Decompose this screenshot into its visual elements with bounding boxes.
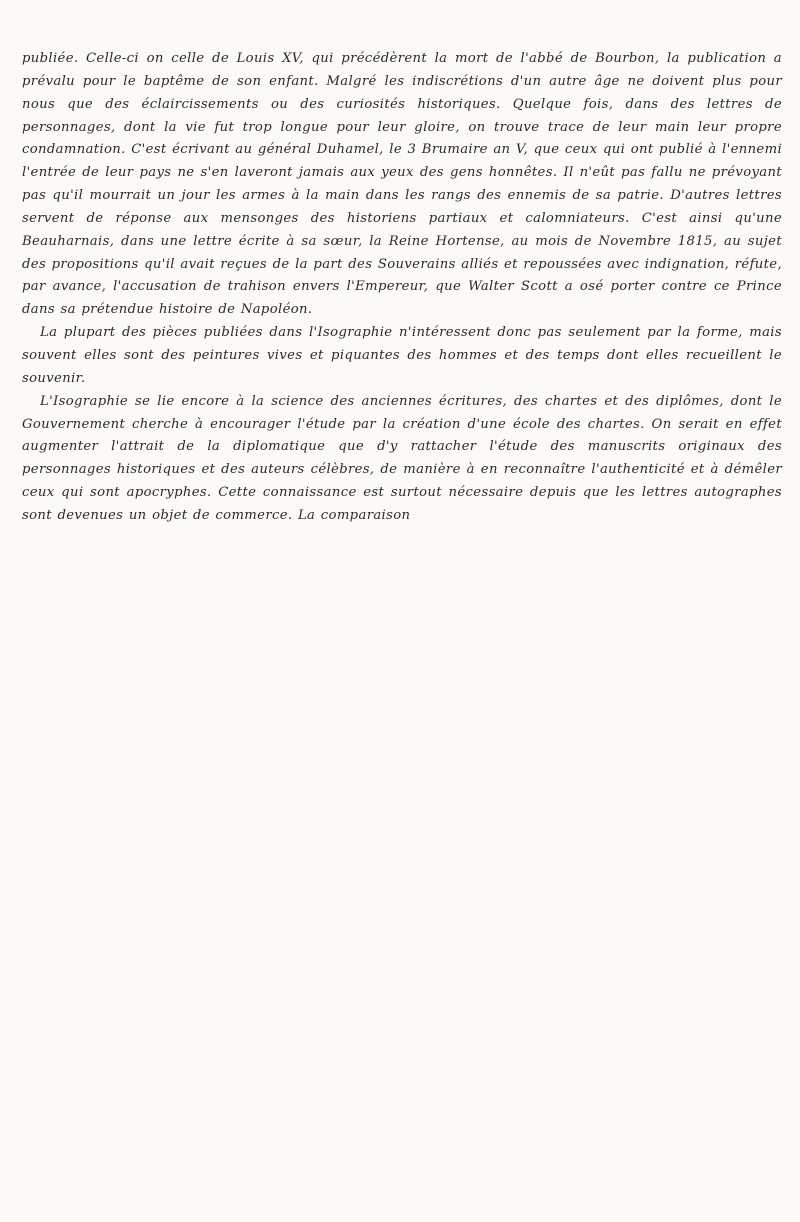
manuscript-text (22, 48, 782, 528)
paragraph: La plupart des pièces publiées dans l'Isographie n'intéressent donc pas seulement par la forme, mais souvent elles sont des peintures vives et piquantes des hommes et des temps dont elles recueillent le souvenir. (22, 325, 782, 386)
paragraph: publiée. Celle-ci on celle de Louis XV, qui précédèrent la mort de l'abbé de Bourbon, la publication a prévalu pour le baptême de son enfant. Malgré les indiscrétions d'un autre âge ne doivent plus pour nous que des éclaircissements ou des curiosités historiques. Quelque fois, dans des lettres de personnages, dont la vie fut trop longue pour leur gloire, on trouve trace de leur main leur propre condamnation. C'est écrivant au général Duhamel, le 3 Brumaire an V, que ceux qui ont publié à l'ennemi l'entrée de leur pays ne s'en laveront jamais aux yeux des gens honnêtes. Il n'eût pas fallu ne prévoyant pas qu'il mourrait un jour les armes à la main dans les rangs des ennemis de sa patrie. D'autres lettres servent de réponse aux mensonges des historiens partiaux et calomniateurs. C'est ainsi qu'une Beauharnais, dans une lettre écrite à sa sœur, la Reine Hortense, au mois de Novembre 1815, au sujet des propositions qu'il avait reçues de la part des Souverains alliés et repoussées avec indignation, réfute, par avance, l'accusation de trahison envers l'Empereur, que Walter Scott a osé porter contre ce Prince dans sa prétendue histoire de Napoléon. (22, 51, 783, 318)
paragraph: L'Isographie se lie encore à la science des anciennes écritures, des chartes et des diplômes, dont le Gouvernement cherche à encourager l'étude par la création d'une école des chartes. On serait en effet augmenter l'attrait de la diplomatique que d'y rattacher l'étude des manuscrits originaux des personnages historiques et des auteurs célèbres, de manière à en reconnaître l'authenticité et à démêler ceux qui sont apocryphes. Cette connaissance est surtout nécessaire depuis que les lettres autographes sont devenues un objet de commerce. La comparaison (22, 393, 782, 523)
